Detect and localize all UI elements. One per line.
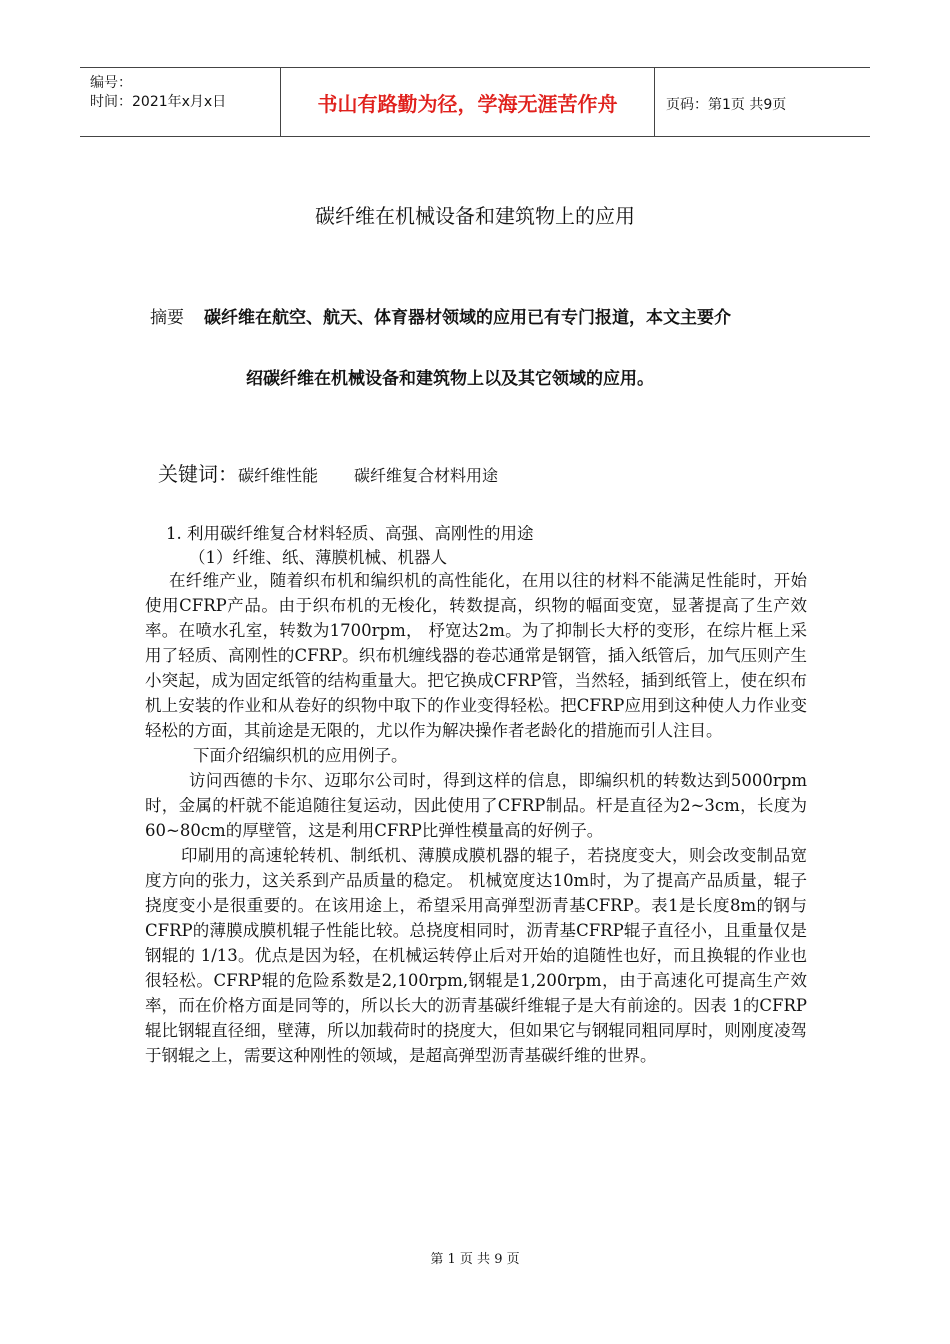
page-info: 页码：第1页 共9页 bbox=[666, 97, 787, 113]
number-label: 编号： bbox=[90, 75, 132, 91]
motto: 书山有路勤为径，学海无涯苦作舟 bbox=[281, 68, 655, 136]
keyword-2: 碳纤维复合材料用途 bbox=[354, 466, 499, 485]
abstract-text-2: 绍碳纤维在机械设备和建筑物上以及其它领域的应用。 bbox=[246, 369, 654, 389]
body-text bbox=[145, 568, 807, 1068]
paragraph: 在纤维产业，随着织布机和编织机的高性能化，在用以往的材料不能满足性能时，开始使用CFRP产品。由于织布机的无梭化，转数提高，织物的幅面变宽，显著提高了生产效率。在喷水孔室，转数为1700rpm， 杼宽达2m。为了抑制长大杼的变形，在综片框上采用了轻质、高刚性的CFRP。织布机缠线器的卷芯通常是钢管，插入纸管后，加气压则产生小突起，成为固定纸管的结构重量大。把它换成CFRP管，当然轻，插到纸管上，使在织布机上安装的作业和从卷好的织物中取下的作业变得轻松。把CFRP应用到这种使人力作业变轻松的方面，其前途是无限的，尤以作为解决操作者老龄化的措施而引人注目。 bbox=[145, 571, 807, 740]
abstract-line-1 bbox=[150, 303, 731, 328]
keyword-1: 碳纤维性能 bbox=[238, 466, 319, 485]
document-title: 碳纤维在机械设备和建筑物上的应用 bbox=[315, 204, 635, 228]
header-meta-cell bbox=[80, 68, 281, 136]
header-table bbox=[80, 67, 870, 137]
section-heading: 1. 利用碳纤维复合材料轻质、高强、高刚性的用途 bbox=[166, 524, 534, 543]
paragraph: 下面介绍编织机的应用例子。 bbox=[193, 746, 408, 765]
keywords bbox=[158, 458, 498, 487]
date-line: 时间：2021年x月x日 bbox=[90, 94, 227, 110]
subsection-heading: （1）纤维、纸、薄膜机械、机器人 bbox=[189, 548, 447, 567]
abstract-text-1: 碳纤维在航空、航天、体育器材领域的应用已有专门报道，本文主要介 bbox=[204, 308, 731, 328]
page-footer: 第 1 页 共 9 页 bbox=[430, 1252, 520, 1267]
keywords-label: 关键词： bbox=[158, 462, 238, 486]
abstract-label: 摘要 bbox=[150, 308, 184, 328]
paragraph: 印刷用的高速轮转机、制纸机、薄膜成膜机器的辊子，若挠度变大，则会改变制品宽度方向的张力，这关系到产品质量的稳定。 机械宽度达10m时，为了提高产品质量，辊子挠度变小是很重要的。在该用途上，希望采用高弹型沥青基CFRP。表1是长度8m的钢与CFRP的薄膜成膜机辊子性能比较。总挠度相同时，沥青基CFRP辊子直径小，且重量仅是钢辊的 1/13。优点是因为轻，在机械运转停止后对开始的追随性也好，而且换辊的作业也很轻松。CFRP辊的危险系数是2,100rpm,钢辊是1,200rpm，由于高速化可提高生产效率，而在价格方面是同等的，所以长大的沥青基碳纤维辊子是大有前途的。因表 1的CFRP辊比钢辊直径细，壁薄，所以加载荷时的挠度大，但如果它与钢辊同粗同厚时，则刚度凌驾于钢辊之上，需要这种刚性的领域，是超高弹型沥青基碳纤维的世界。 bbox=[145, 846, 807, 1065]
paragraph: 访问西德的卡尔、迈耶尔公司时，得到这样的信息，即编织机的转数达到5000rpm时，金属的杆就不能追随往复运动，因此使用了CFRP制品。杆是直径为2~3cm，长度为60~80cm的厚壁管，这是利用CFRP比弹性模量高的好例子。 bbox=[145, 771, 807, 840]
